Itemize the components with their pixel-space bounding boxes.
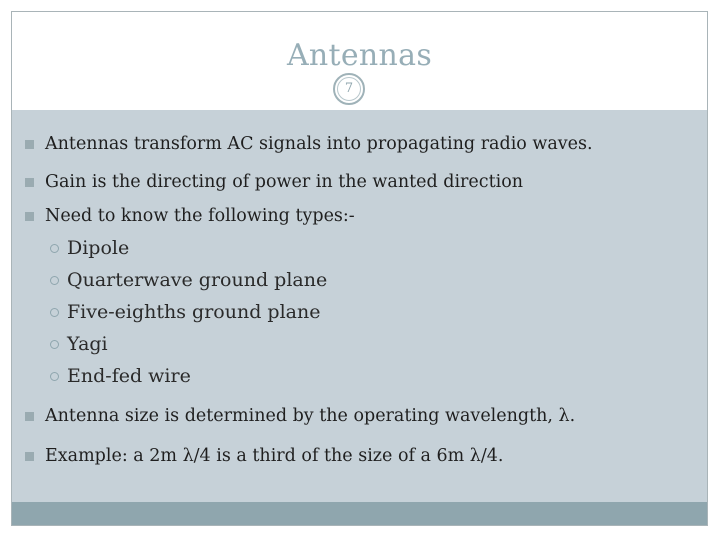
ring-bullet-icon <box>50 308 59 317</box>
ring-bullet-icon <box>50 244 59 253</box>
sub-bullet-text: Dipole <box>67 237 130 259</box>
slide-title: Antennas <box>286 38 433 73</box>
bullet-text: Example: a 2m λ/4 is a third of the size of a 6m λ/4. <box>45 446 504 466</box>
footer-bar <box>12 502 707 525</box>
bullet-item <box>25 446 504 466</box>
bullet-item <box>25 134 593 154</box>
sub-bullet-item <box>50 237 129 259</box>
bullet-text: Gain is the directing of power in the wanted direction <box>45 172 524 192</box>
bullet-text: Antenna size is determined by the operating wavelength, λ. <box>45 406 576 426</box>
sub-bullet-text: Five-eighths ground plane <box>67 301 321 323</box>
bullet-item <box>25 406 575 426</box>
bullet-text: Antennas transform AC signals into propagating radio waves. <box>45 134 593 154</box>
ring-bullet-icon <box>50 372 59 381</box>
sub-bullet-item <box>50 333 108 355</box>
square-bullet-icon <box>25 452 34 461</box>
bullet-item <box>25 206 355 226</box>
sub-bullet-item <box>50 365 191 387</box>
sub-bullet-text: Yagi <box>67 333 108 355</box>
ring-bullet-icon <box>50 340 59 349</box>
sub-bullet-text: Quarterwave ground plane <box>67 269 328 291</box>
page-number-badge <box>333 73 365 105</box>
square-bullet-icon <box>25 212 34 221</box>
ring-bullet-icon <box>50 276 59 285</box>
square-bullet-icon <box>25 140 34 149</box>
sub-bullet-text: End-fed wire <box>67 365 191 387</box>
square-bullet-icon <box>25 412 34 421</box>
square-bullet-icon <box>25 178 34 187</box>
sub-bullet-item <box>50 301 320 323</box>
bullet-item <box>25 172 523 192</box>
sub-bullet-item <box>50 269 327 291</box>
bullet-text: Need to know the following types:- <box>45 206 355 226</box>
page-number: 7 <box>344 81 354 96</box>
